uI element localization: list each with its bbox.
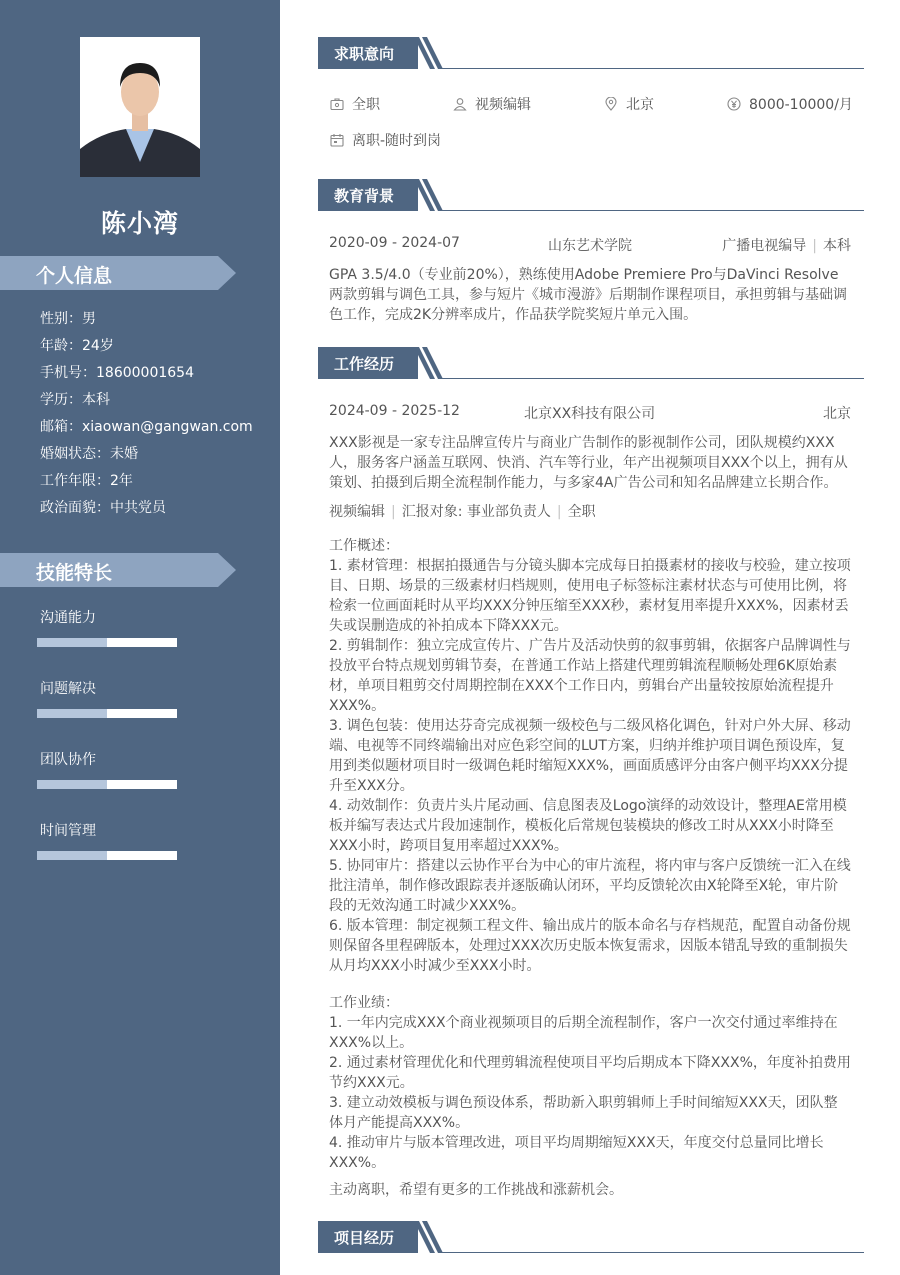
skills-header (0, 553, 218, 587)
skill-item (40, 820, 96, 840)
skill-label: 团队协作 (40, 752, 96, 768)
overview-item: 4. 动效制作：负责片头片尾动画、信息图表及Logo演绎的动效设计，整理AE常用模板并编写表达式片段加速制作，模板化后常规包装模块的修改工时从XXX小时降至XXX小时，跨项目复用率超过XXX%。 (329, 798, 847, 854)
skill-bar (37, 780, 177, 789)
personal-info-header (0, 256, 218, 290)
stripes-decoration (414, 1221, 444, 1253)
education-header (318, 179, 864, 213)
location-icon (604, 97, 618, 111)
info-marital: 婚姻状态：未婚 (40, 446, 138, 462)
project-header (318, 1221, 864, 1255)
education-period: 2020-09 - 2024-07 (329, 235, 460, 251)
overview-item: 6. 版本管理：制定视频工程文件、输出成片的版本命名与存档规范，配置自动备份规则保留各里程碑版本，处理过XXX次历史版本恢复需求，因版本错乱导致的重制损失从月均XXX小时减少至XXX小时。 (329, 918, 851, 974)
overview-item: 3. 调色包装：使用达芬奇完成视频一级校色与二级风格化调色，针对户外大屏、移动端、电视等不同终端输出对应色彩空间的LUT方案，归纳并维护项目调色预设库，复用到类似题材项目时一级调色耗时缩短XXX%，画面质感评分由客户侧平均XXX分提升至XXX分。 (329, 718, 851, 794)
intent-header (318, 37, 864, 71)
intent-position-text: 视频编辑 (475, 97, 531, 113)
education-description: GPA 3.5/4.0（专业前20%），熟练使用Adobe Premiere Pro与DaVinci Resolve两款剪辑与调色工具，参与短片《城市漫游》后期制作课程项目，承担剪辑与基础调色工作，完成2K分辨率成片，作品获学院奖短片单元入围。 (329, 267, 847, 323)
education-degree: 本科 (823, 238, 851, 254)
education-title: 教育背景 (334, 187, 395, 205)
intent-type (330, 94, 380, 114)
skill-item (40, 678, 96, 698)
skill-bar (37, 851, 177, 860)
education-school: 山东艺术学院 (548, 238, 632, 254)
skill-label: 沟通能力 (40, 610, 96, 626)
work-type: 全职 (567, 504, 596, 520)
skill-item (40, 607, 96, 627)
intent-city (604, 94, 654, 114)
personal-info-list (40, 306, 253, 522)
section-tab (318, 347, 418, 379)
personal-info-title: 个人信息 (36, 265, 113, 287)
work-role: 视频编辑 (329, 504, 385, 520)
separator: | (391, 504, 396, 520)
skill-label: 时间管理 (40, 823, 96, 839)
section-line (442, 1252, 864, 1253)
leave-reason: 主动离职，希望有更多的工作挑战和涨薪机会。 (329, 1182, 623, 1198)
work-achievements (329, 993, 851, 1173)
stripes-decoration (414, 179, 444, 211)
achievements-label: 工作业绩： (329, 995, 399, 1011)
info-phone: 手机号：18600001654 (40, 365, 194, 381)
section-line (442, 378, 864, 379)
yen-icon (727, 97, 741, 111)
work-overview (329, 536, 851, 976)
overview-label: 工作概述： (329, 538, 399, 554)
achievement-item: 2. 通过素材管理优化和代理剪辑流程使项目平均后期成本下降XXX%，年度补拍费用节约XXX元。 (329, 1055, 851, 1091)
calendar-icon (330, 133, 344, 147)
header-arrow (218, 256, 236, 290)
intent-status-text: 离职-随时到岗 (352, 133, 442, 149)
company-description: XXX影视是一家专注品牌宣传片与商业广告制作的影视制作公司，团队规模约XXX人，服务客户涵盖互联网、快消、汽车等行业，年产出视频项目XXX个以上，拥有从策划、拍摄到后期全流程制作能力，与多家4A广告公司和知名品牌建立长期合作。 (329, 435, 848, 491)
info-education: 学历：本科 (40, 392, 110, 408)
achievement-item: 1. 一年内完成XXX个商业视频项目的后期全流程制作，客户一次交付通过率维持在XXX%以上。 (329, 1015, 838, 1051)
intent-salary-text: 8000-10000/月 (749, 97, 853, 113)
intent-salary (727, 94, 853, 114)
header-arrow (218, 553, 236, 587)
person-icon (453, 97, 467, 111)
intent-type-text: 全职 (352, 97, 380, 113)
info-political: 政治面貌：中共党员 (40, 500, 166, 516)
info-experience: 工作年限：2年 (40, 473, 133, 489)
info-age: 年龄：24岁 (40, 338, 114, 354)
work-city: 北京 (823, 406, 851, 422)
work-period: 2024-09 - 2025-12 (329, 403, 460, 419)
skill-bar-fill (37, 709, 107, 718)
sidebar (0, 0, 280, 1275)
separator: | (556, 504, 562, 520)
education-major-degree (722, 235, 851, 255)
skill-bar (37, 638, 177, 647)
skill-bar-fill (37, 780, 107, 789)
info-gender: 性别：男 (40, 311, 96, 327)
intent-city-text: 北京 (626, 97, 654, 113)
work-report: 汇报对象: 事业部负责人 (401, 504, 551, 520)
skill-bar (37, 709, 177, 718)
intent-status (330, 130, 441, 150)
overview-item: 2. 剪辑制作：独立完成宣传片、广告片及活动快剪的叙事剪辑，依据客户品牌调性与投放平台特点规划剪辑节奏，在普通工作站上搭建代理剪辑流程顺畅处理6K原始素材，单项目粗剪交付周期控制在XXX个工作日内，剪辑台产出量较按原始流程提升XXX%。 (329, 638, 851, 714)
section-line (442, 210, 864, 211)
education-major: 广播电视编导 (722, 238, 807, 254)
work-title: 工作经历 (334, 355, 395, 373)
stripes-decoration (414, 37, 444, 69)
intent-title: 求职意向 (334, 45, 395, 63)
work-header (318, 347, 864, 381)
stripes-decoration (414, 347, 444, 379)
overview-item: 5. 协同审片：搭建以云协作平台为中心的审片流程，将内审与客户反馈统一汇入在线批注清单，制作修改跟踪表并逐版确认闭环，平均反馈轮次由X轮降至X轮，审片阶段的无效沟通工时减少XXX%。 (329, 858, 851, 914)
project-title: 项目经历 (334, 1229, 395, 1247)
achievement-item: 4. 推动审片与版本管理改进，项目平均周期缩短XXX天，年度交付总量同比增长XXX%。 (329, 1135, 824, 1171)
section-tab (318, 1221, 418, 1253)
work-role-line (329, 501, 596, 521)
intent-position (453, 94, 531, 114)
profile-photo (80, 37, 200, 177)
candidate-name: 陈小湾 (100, 209, 179, 238)
section-tab (318, 37, 418, 69)
skills-title: 技能特长 (36, 562, 113, 584)
skill-bar-fill (37, 638, 107, 647)
overview-item: 1. 素材管理：根据拍摄通告与分镜头脚本完成每日拍摄素材的接收与校验，建立按项目、日期、场景的三级素材归档规则，使用电子标签标注素材状态与可使用比例，将检索一位画面耗时从平均XXX分钟压缩至XXX秒，素材复用率提升XXX%，因素材丢失或误删造成的补拍成本下降XXX元。 (329, 558, 851, 634)
achievement-item: 3. 建立动效模板与调色预设体系，帮助新入职剪辑师上手时间缩短XXX天，团队整体月产能提高XXX%。 (329, 1095, 838, 1131)
briefcase-icon (330, 97, 344, 111)
work-company: 北京XX科技有限公司 (524, 406, 656, 422)
section-tab (318, 179, 418, 211)
separator: | (812, 238, 817, 254)
skill-label: 问题解决 (40, 681, 96, 697)
section-line (442, 68, 864, 69)
info-email: 邮箱：xiaowan@gangwan.com (40, 419, 253, 435)
skill-item (40, 749, 96, 769)
skill-bar-fill (37, 851, 107, 860)
